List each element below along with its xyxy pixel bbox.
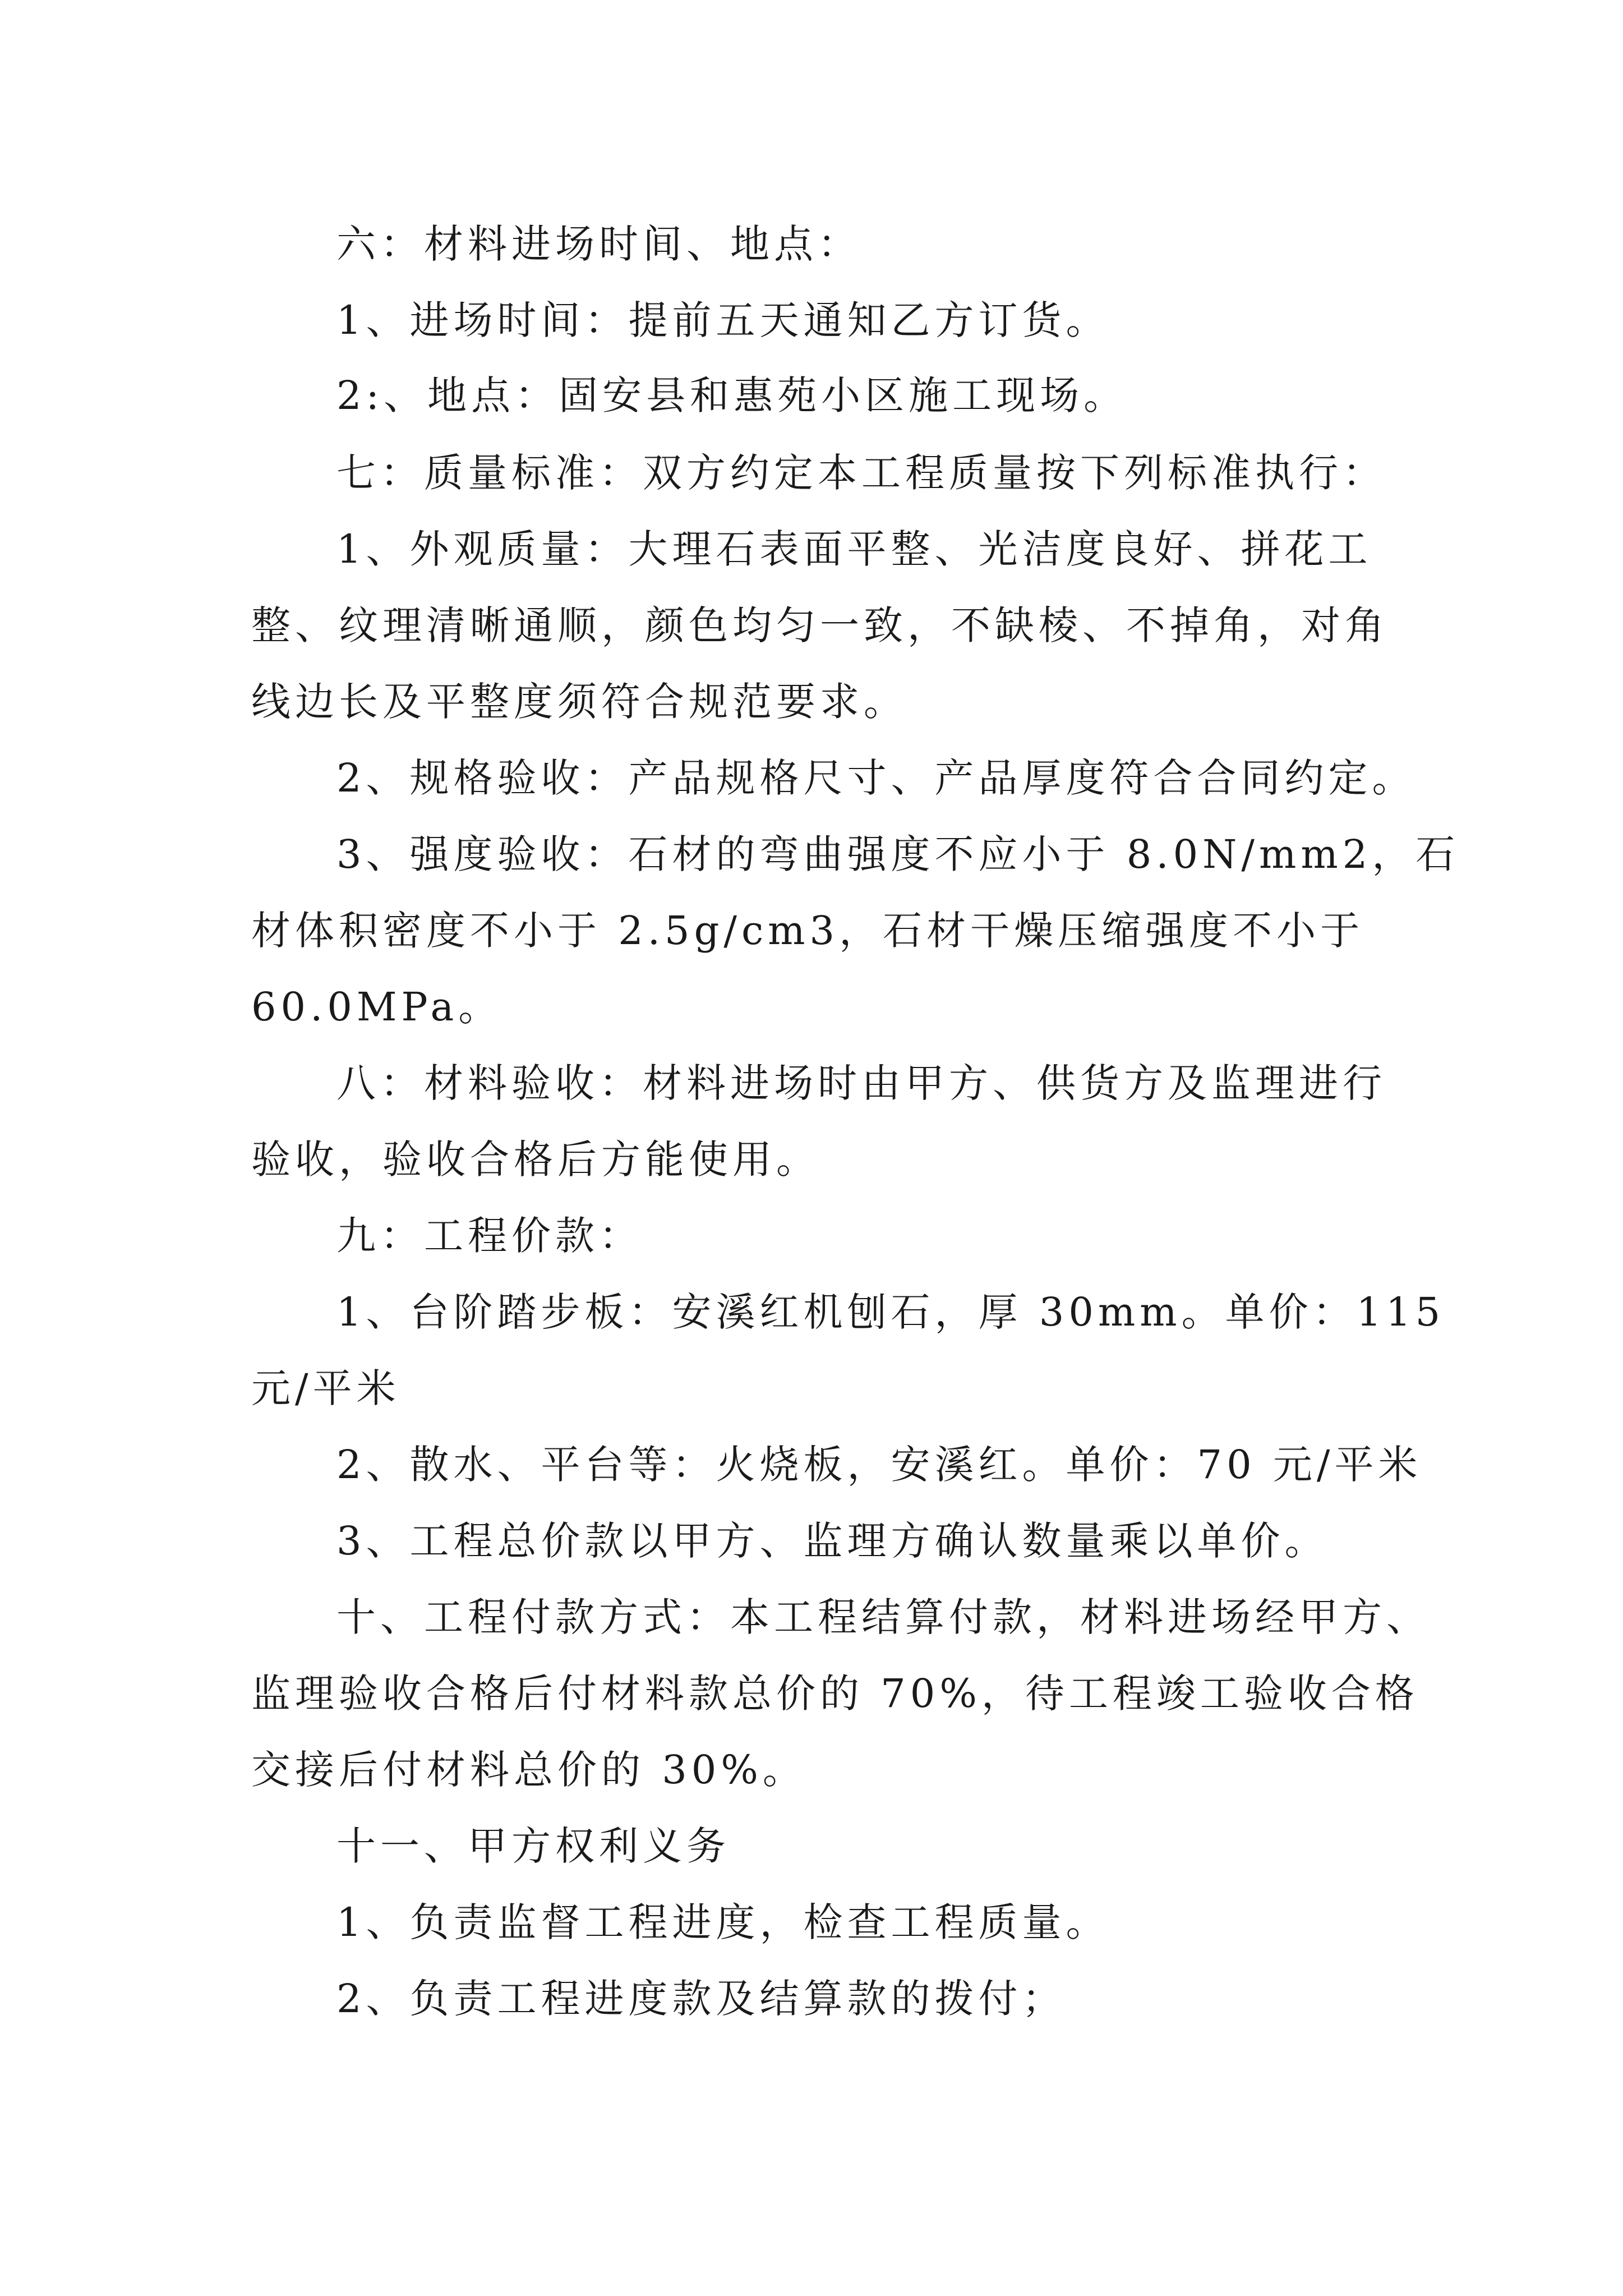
- section-9-item-2: 2、散水、平台等：火烧板，安溪红。单价：70 元/平米: [336, 1442, 1422, 1488]
- section-7-item-1-line-1: 1、外观质量：大理石表面平整、光洁度良好、拼花工: [336, 526, 1372, 572]
- section-7-item-1-line-3: 线边长及平整度须符合规范要求。: [251, 679, 907, 725]
- section-10-line-2: 监理验收合格后付材料款总价的 70%，待工程竣工验收合格: [251, 1671, 1419, 1717]
- section-6-item-1: 1、进场时间：提前五天通知乙方订货。: [336, 297, 1110, 343]
- section-7-item-3-line-3: 60.0MPa。: [251, 984, 502, 1030]
- section-9-item-3: 3、工程总价款以甲方、监理方确认数量乘以单价。: [336, 1518, 1329, 1564]
- section-8-line-2: 验收，验收合格后方能使用。: [251, 1137, 820, 1182]
- section-7-heading: 七：质量标准：双方约定本工程质量按下列标准执行：: [336, 450, 1386, 496]
- section-9-item-1-line-1: 1、台阶踏步板：安溪红机刨石，厚 30mm。单价：115: [336, 1289, 1445, 1335]
- section-6-heading: 六：材料进场时间、地点：: [336, 221, 861, 267]
- section-11-heading: 十一、甲方权利义务: [336, 1823, 730, 1869]
- section-10-line-3: 交接后付材料总价的 30%。: [251, 1747, 806, 1793]
- section-9-heading: 九：工程价款：: [336, 1213, 643, 1259]
- section-9-item-1-line-2: 元/平米: [251, 1365, 400, 1411]
- section-7-item-3-line-1: 3、强度验收：石材的弯曲强度不应小于 8.0N/mm2，石: [336, 831, 1460, 877]
- section-8-line-1: 八：材料验收：材料进场时由甲方、供货方及监理进行: [336, 1060, 1386, 1106]
- section-7-item-3-line-2: 材体积密度不小于 2.5g/cm3，石材干燥压缩强度不小于: [251, 908, 1364, 954]
- section-11-item-1: 1、负责监督工程进度，检查工程质量。: [336, 1899, 1110, 1945]
- section-7-item-2: 2、规格验收：产品规格尺寸、产品厚度符合合同约定。: [336, 755, 1416, 801]
- section-11-item-2: 2、负责工程进度款及结算款的拨付；: [336, 1976, 1066, 2022]
- section-7-item-1-line-2: 整、纹理清晰通顺，颜色均匀一致，不缺棱、不掉角，对角: [251, 602, 1389, 648]
- section-6-item-2: 2:、地点：固安县和惠苑小区施工现场。: [336, 372, 1128, 418]
- section-10-line-1: 十、工程付款方式：本工程结算付款，材料进场经甲方、: [336, 1594, 1430, 1640]
